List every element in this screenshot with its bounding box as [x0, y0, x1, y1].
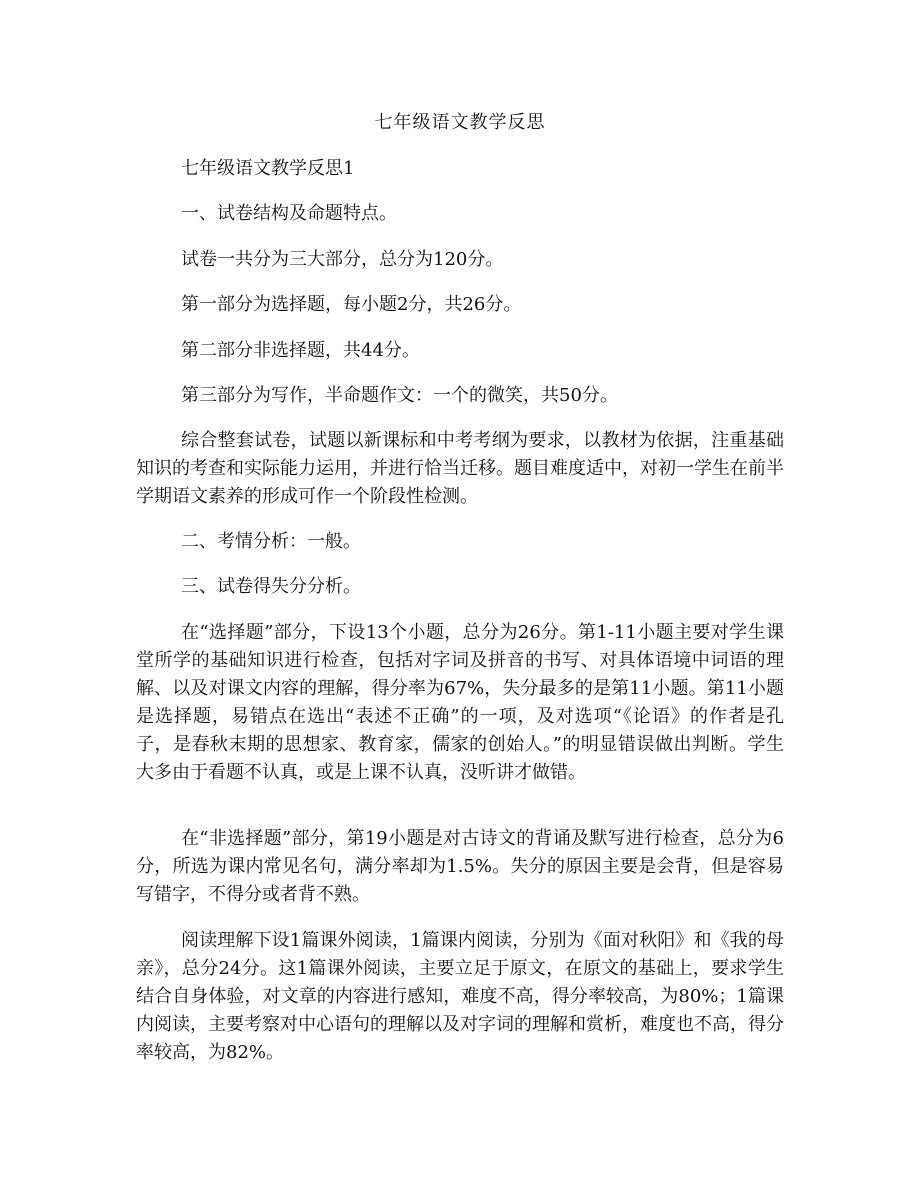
section-heading-score-analysis: 三、试卷得失分分析。 — [181, 576, 361, 597]
analysis-paragraph-reading: 阅读理解下设1篇课外阅读，1篇课内阅读，分别为《面对秋阳》和《我的母亲》，总分24分。这1篇课外阅读，主要立足于原文，在原文的基础上，要求学生结合自身体验，对文章的内容进行感知，难度不高，得分率较高，为80%；1篇课内阅读，主要考察对中心语句的理解以及对字词的理解和赏析，难度也不高，得分率较高，为82%。 — [136, 930, 784, 1063]
overview-paragraph: 综合整套试卷，试题以新课标和中考考纲为要求，以教材为依据，注重基础知识的考查和实际能力运用，并进行恰当迁移。题目难度适中，对初一学生在前半学期语文素养的形成可作一个阶段性检测。 — [136, 430, 784, 507]
document-title: 七年级语文教学反思 — [374, 112, 546, 133]
structure-line-part1: 第一部分为选择题，每小题2分，共26分。 — [181, 294, 522, 315]
analysis-paragraph-choice: 在“选择题”部分，下设13个小题，总分为26分。第1-11小题主要对学生课堂所学的基础知识进行检查，包括对字词及拼音的书写、对具体语境中词语的理解、以及对课文内容的理解，得分率为67%，失分最多的是第11小题。第11小题是选择题，易错点在选出“表述不正确”的一项，及对选项“《论语》的作者是孔子，是春秋末期的思想家、教育家，儒家的创始人。”的明显错误做出判断。学生大多由于看题不认真，或是上课不认真，没听讲才做错。 — [136, 622, 784, 783]
analysis-paragraph-non-choice: 在“非选择题”部分，第19小题是对古诗文的背诵及默写进行检查，总分为6分，所选为课内常见名句，满分率却为1.5%。失分的原因主要是会背，但是容易写错字，不得分或者背不熟。 — [136, 828, 784, 905]
structure-line-part3: 第三部分为写作，半命题作文：一个的微笑，共50分。 — [181, 385, 618, 406]
section-heading-exam-analysis: 二、考情分析：一般。 — [181, 531, 361, 552]
section-heading-structure: 一、试卷结构及命题特点。 — [181, 203, 397, 224]
structure-line-total: 试卷一共分为三大部分，总分为120分。 — [181, 249, 504, 270]
structure-line-part2: 第二部分非选择题，共44分。 — [181, 340, 420, 361]
document-subtitle: 七年级语文教学反思1 — [181, 158, 355, 179]
